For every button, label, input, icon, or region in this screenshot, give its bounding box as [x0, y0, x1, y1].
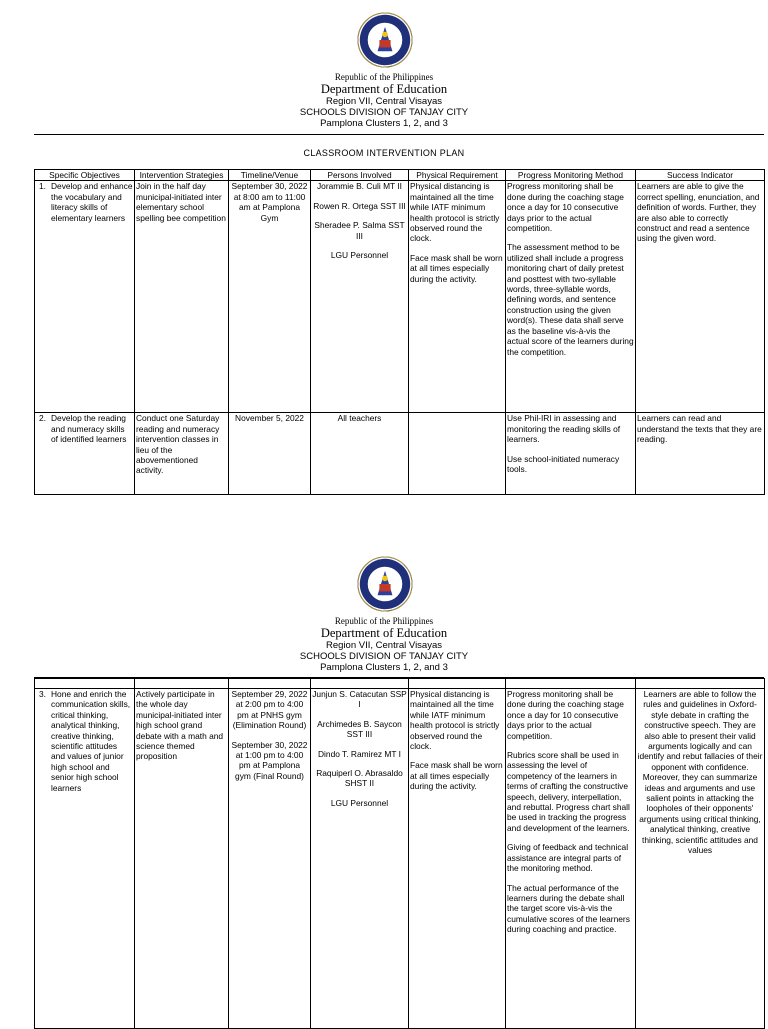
timeline-text: September 30, 2022 at 8:00 am to 11:00 am at Pamplona Gym — [231, 181, 308, 223]
col-header-objectives: Specific Objectives — [35, 170, 135, 181]
timeline-cell — [229, 689, 311, 1029]
person-entry: All teachers — [337, 413, 382, 424]
table-spacer-row — [35, 679, 765, 689]
row-number: 1. — [39, 181, 46, 192]
person-entry: Rowen R. Ortega SST III — [313, 200, 406, 211]
monitoring-text: Progress monitoring shall be done during the coaching stage once a day for 10 consecutive days prior to the actual competition. — [507, 689, 624, 741]
col-header-monitoring: Progress Monitoring Method — [506, 170, 636, 181]
col-header-timeline: Timeline/Venue — [229, 170, 311, 181]
person-entry: Junjun S. Catacutan SSP I — [312, 689, 407, 710]
row-number: 2. — [39, 413, 46, 424]
strategy-cell: Join in the half day municipal-initiated inter elementary school spelling bee competition — [135, 181, 229, 413]
header-division: SCHOOLS DIVISION OF TANJAY CITY — [299, 650, 469, 662]
monitoring-text: Giving of feedback and technical assistance are integral parts of the monitoring method. — [507, 842, 629, 874]
col-header-indicator: Success Indicator — [636, 170, 765, 181]
row-number: 3. — [39, 689, 46, 699]
timeline-text: September 30, 2022 at 1:00 pm to 4:00 pm at Pamplona gym (Final Round) — [231, 739, 308, 781]
col-header-physical: Physical Requirement — [409, 170, 506, 181]
indicator-cell: Learners can read and understand the texts that they are reading. — [636, 413, 765, 495]
physical-text: Face mask shall be worn at all times especially during the activity. — [410, 760, 503, 792]
header-republic: Republic of the Philippines — [334, 616, 434, 626]
header-region: Region VII, Central Visayas — [326, 95, 442, 107]
person-entry: Raquiperl O. Abrasaldo SHST II — [316, 768, 403, 789]
header-clusters: Pamplona Clusters 1, 2, and 3 — [320, 117, 448, 129]
timeline-text: November 5, 2022 — [235, 413, 304, 424]
strategy-cell: Conduct one Saturday reading and numeracy intervention classes in lieu of the abovementioned activity. — [135, 413, 229, 495]
header-division: SCHOOLS DIVISION OF TANJAY CITY — [299, 106, 469, 118]
table-row — [35, 689, 765, 1029]
indicator-cell: Learners are able to give the correct spelling, enunciation, and definition of words. Further, they are also able to correctly construct and read a sentence using the given word. — [636, 181, 765, 413]
physical-text: Physical distancing is maintained all the time while IATF minimum health protocol is strictly observed round the clock. — [410, 181, 500, 244]
monitoring-text: Use school-initiated numeracy tools. — [507, 453, 620, 475]
plan-title: CLASSROOM INTERVENTION PLAN — [303, 148, 465, 158]
persons-cell — [311, 689, 409, 1029]
header-clusters: Pamplona Clusters 1, 2, and 3 — [320, 661, 448, 673]
physical-text: Face mask shall be worn at all times especially during the activity. — [410, 252, 503, 284]
header-department: Department of Education — [320, 626, 448, 641]
col-header-persons: Persons Involved — [311, 170, 409, 181]
person-entry: Dindo T. Ramirez MT I — [318, 748, 401, 759]
monitoring-text: Progress monitoring shall be done during the coaching stage once a day for 10 consecutive days prior to the actual competition. — [507, 181, 624, 234]
monitoring-text: Rubrics score shall be used in assessing the level of competency of the learners in terms of crafting the constructive speech, delivery, interpellation, and rebuttal. Progress chart shall be used in tracking the progress and development of the learners. — [507, 750, 630, 833]
timeline-text: September 29, 2022 at 2:00 pm to 4:00 pm at PNHS gym (Elimination Round) — [231, 689, 308, 731]
monitoring-text: The assessment method to be utilized shall include a progress monitoring chart of daily pretest and posttest with two-syllable words, three-syllable words, defining words, and sentence construction using the given word(s). These data shall serve as the baseline vis-à-vis the actual score of the learners during the competition. — [507, 242, 634, 357]
header-department: Department of Education — [320, 82, 448, 97]
intervention-table-page-2 — [34, 678, 765, 1029]
person-entry: LGU Personnel — [330, 797, 389, 808]
strategy-cell: Actively participate in the whole day municipal-initiated inter high school grand debate with a math and science themed proposition — [135, 689, 229, 1029]
person-entry: Sheradee P. Salma SST III — [314, 220, 405, 241]
physical-cell — [409, 689, 506, 1029]
monitoring-text: The actual performance of the learners during the debate shall the target score vis-à-vis the cumulative scores of the learners during coaching and practice. — [507, 882, 630, 935]
header-region: Region VII, Central Visayas — [326, 639, 442, 651]
objective-text: Develop the reading and numeracy skills of identified learners — [51, 413, 127, 445]
person-entry: LGU Personnel — [330, 250, 389, 261]
person-entry: Archimedes B. Saycon SST III — [317, 718, 402, 740]
objective-text: Hone and enrich the communication skills, critical thinking, analytical thinking, creative thinking, scientific attitudes and values of junior high school and senior high school learners — [51, 689, 131, 793]
person-entry: Jorammie B. Culi MT II — [316, 181, 402, 192]
physical-text: Physical distancing is maintained all the time while IATF minimum health protocol is strictly observed round the clock. — [410, 689, 500, 752]
monitoring-text: Use Phil-IRI in assessing and monitoring the reading skills of learners. — [507, 413, 621, 445]
monitoring-cell — [506, 689, 636, 1029]
objective-text: Develop and enhance the vocabulary and literacy skills of elementary learners — [51, 181, 133, 223]
col-header-strategies: Intervention Strategies — [135, 170, 229, 181]
deped-seal-logo — [357, 556, 413, 612]
indicator-cell: Learners are able to follow the rules and guidelines in Oxford-style debate in crafting the constructive speech. They are also able to present their valid arguments logically and can identify and rebut fallacies of their opponent with confidence. Moreover, they can summarize ideas and arguments and use salient points in attacking the loopholes of their opponents' arguments using critical thinking, analytical thinking, creative thinking, scientific attitudes and values — [636, 689, 765, 1029]
objective-cell — [35, 689, 135, 1029]
header-republic: Republic of the Philippines — [334, 72, 434, 82]
